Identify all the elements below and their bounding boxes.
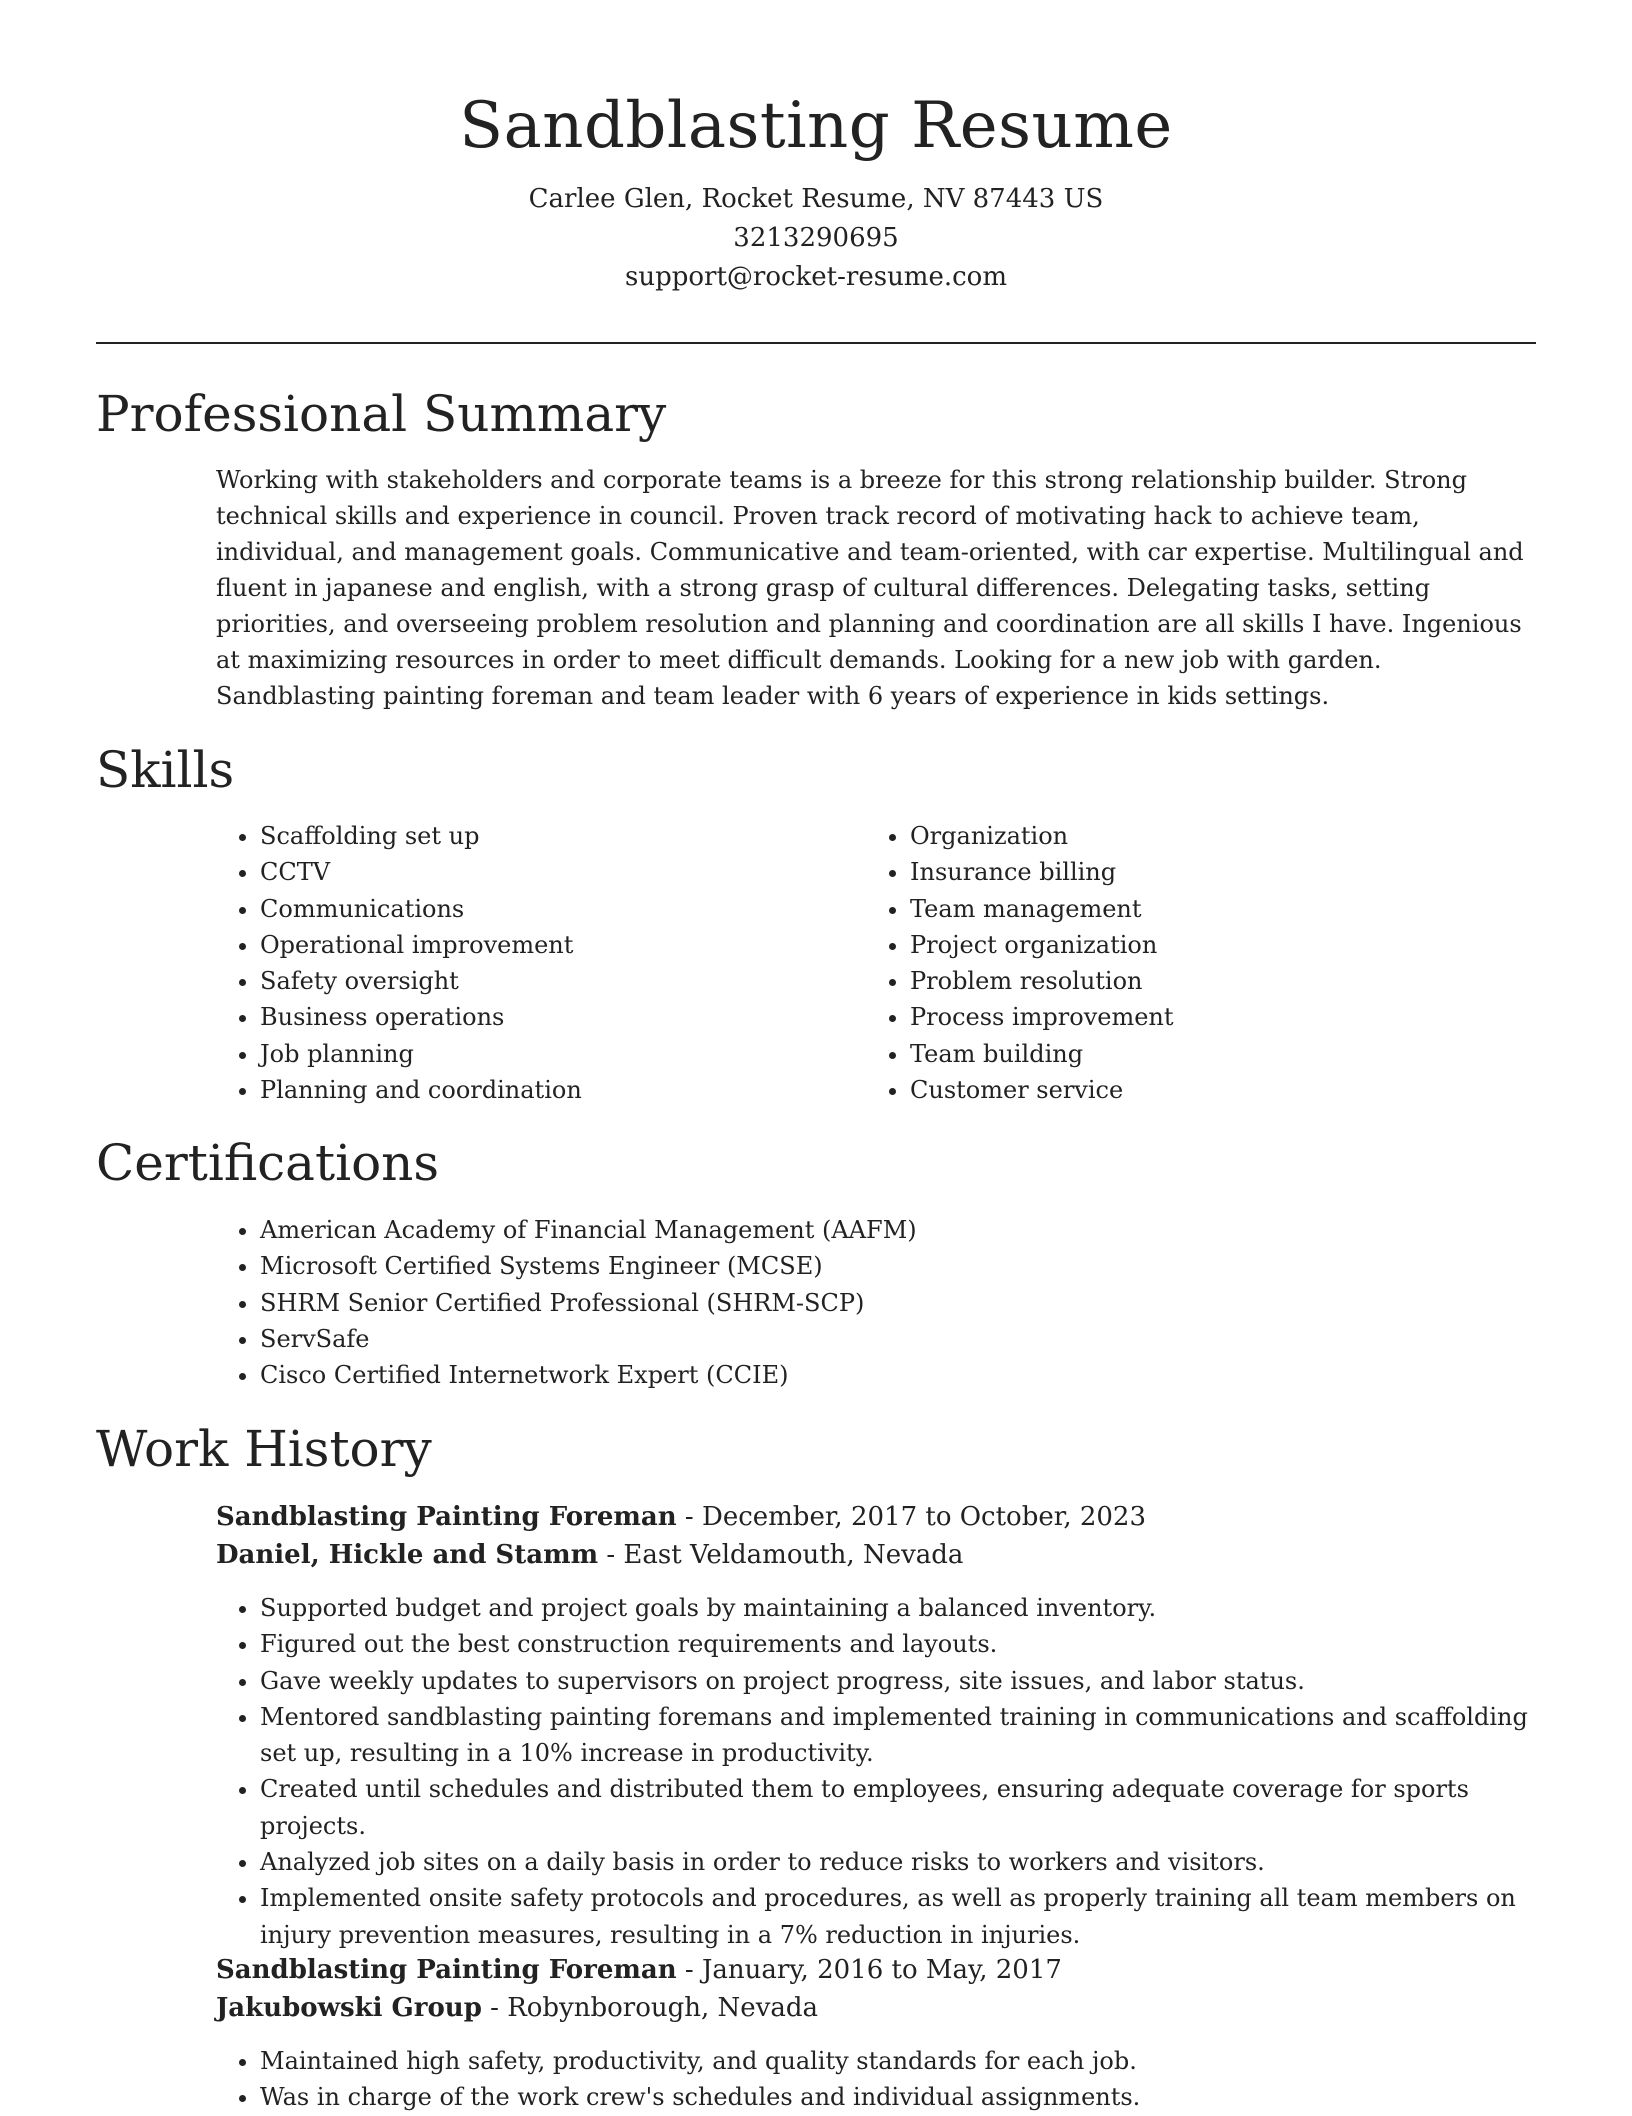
certification-item: • Microsoft Certified Systems Engineer (MCSE) <box>260 1248 1516 1284</box>
contact-phone: 3213290695 <box>733 223 899 253</box>
certification-item: • Cisco Certified Internetwork Expert (CCIE) <box>260 1357 1516 1393</box>
contact-address: Carlee Glen, Rocket Resume, NV 87443 US <box>528 184 1104 214</box>
certifications-list <box>216 1212 1516 1393</box>
job-company: Daniel, Hickle and Stamm <box>216 1540 599 1570</box>
job-bullet: • Figured out the best construction requirements and layouts. <box>260 1626 1536 1662</box>
certification-item: • American Academy of Financial Management (AAFM) <box>260 1212 1516 1248</box>
skills-column-1 <box>216 818 816 1108</box>
job-company: Jakubowski Group <box>216 1993 482 2023</box>
skill-item: • Insurance billing <box>910 854 1466 890</box>
resume-title: Sandblasting Resume <box>459 89 1173 163</box>
job-title: Sandblasting Painting Foreman <box>216 1955 677 1985</box>
certifications-block <box>216 1212 1516 1393</box>
skill-item: • Safety oversight <box>260 963 816 999</box>
skills-list-2 <box>866 818 1466 1108</box>
skill-item: • Team building <box>910 1036 1466 1072</box>
summary-heading: Professional Summary <box>96 385 667 443</box>
job-bullet: • Created until schedules and distributed them to employees, ensuring adequate coverage for sports projects. <box>260 1771 1536 1844</box>
skill-item: • Communications <box>260 891 816 927</box>
job-bullet: • Maintained high safety, productivity, and quality standards for each job. <box>260 2043 1536 2079</box>
job-title-line <box>216 1498 1536 1536</box>
skill-item: • Business operations <box>260 999 816 1035</box>
skill-item: • Project organization <box>910 927 1466 963</box>
certifications-heading: Certifications <box>96 1134 440 1192</box>
job-bullet: • Was in charge of the work crew's schedules and individual assignments. <box>260 2079 1536 2115</box>
job-title: Sandblasting Painting Foreman <box>216 1502 677 1532</box>
job-bullet: • Analyzed job sites on a daily basis in order to reduce risks to workers and visitors. <box>260 1844 1536 1880</box>
job-location: - Robynborough, Nevada <box>481 1993 819 2023</box>
job-dates: - January, 2016 to May, 2017 <box>676 1955 1062 1985</box>
skill-item: • Operational improvement <box>260 927 816 963</box>
header-divider <box>96 342 1536 344</box>
job-company-line <box>216 1536 1536 1574</box>
skill-item: • Customer service <box>910 1072 1466 1108</box>
contact-block <box>96 180 1536 297</box>
job-bullet: • Gave weekly updates to supervisors on project progress, site issues, and labor status. <box>260 1663 1536 1699</box>
job-location: - East Veldamouth, Nevada <box>598 1540 964 1570</box>
job-bullets <box>0 1590 1536 1953</box>
skill-item: • Job planning <box>260 1036 816 1072</box>
resume-header <box>96 80 1536 297</box>
skill-item: • Problem resolution <box>910 963 1466 999</box>
certification-item: • SHRM Senior Certified Professional (SHRM-SCP) <box>260 1285 1516 1321</box>
skill-item: • Organization <box>910 818 1466 854</box>
contact-email: support@rocket-resume.com <box>624 262 1007 292</box>
job-bullet: • Mentored sandblasting painting foremans and implemented training in communications and scaffolding set up, resulting in a 10% increase in productivity. <box>260 1699 1536 1772</box>
skills-heading: Skills <box>96 741 235 799</box>
skill-item: • Scaffolding set up <box>260 818 816 854</box>
job-title-line <box>216 1951 1536 1989</box>
skills-list-1 <box>216 818 816 1108</box>
skill-item: • Team management <box>910 891 1466 927</box>
skills-column-2 <box>866 818 1466 1108</box>
job-bullets <box>0 2043 1536 2116</box>
job-entry <box>216 1951 1536 2116</box>
summary-text: Working with stakeholders and corporate teams is a breeze for this strong relationship builder. Strong technical skills and experience in council. Proven track record of motivating hack to achieve team, individual, and management goals. Communicative and team-oriented, with car expertise. Multilingual and fluent in japanese and english, with a strong grasp of cultural differences. Delegating tasks, setting priorities, and overseeing problem resolution and planning and coordination are all skills I have. Ingenious at maximizing resources in order to meet difficult demands. Looking for a new job with garden. Sandblasting painting foreman and team leader with 6 years of experience in kids settings. <box>216 466 1524 710</box>
certification-item: • ServSafe <box>260 1321 1516 1357</box>
job-bullet: • Supported budget and project goals by maintaining a balanced inventory. <box>260 1590 1536 1626</box>
skill-item: • CCTV <box>260 854 816 890</box>
job-entry <box>216 1498 1536 1953</box>
job-dates: - December, 2017 to October, 2023 <box>676 1502 1147 1532</box>
work-history-heading: Work History <box>96 1420 432 1478</box>
job-bullet: • Implemented onsite safety protocols and procedures, as well as properly training all team members on injury prevention measures, resulting in a 7% reduction in injuries. <box>260 1880 1536 1953</box>
skill-item: • Process improvement <box>910 999 1466 1035</box>
skill-item: • Planning and coordination <box>260 1072 816 1108</box>
job-company-line <box>216 1989 1536 2027</box>
